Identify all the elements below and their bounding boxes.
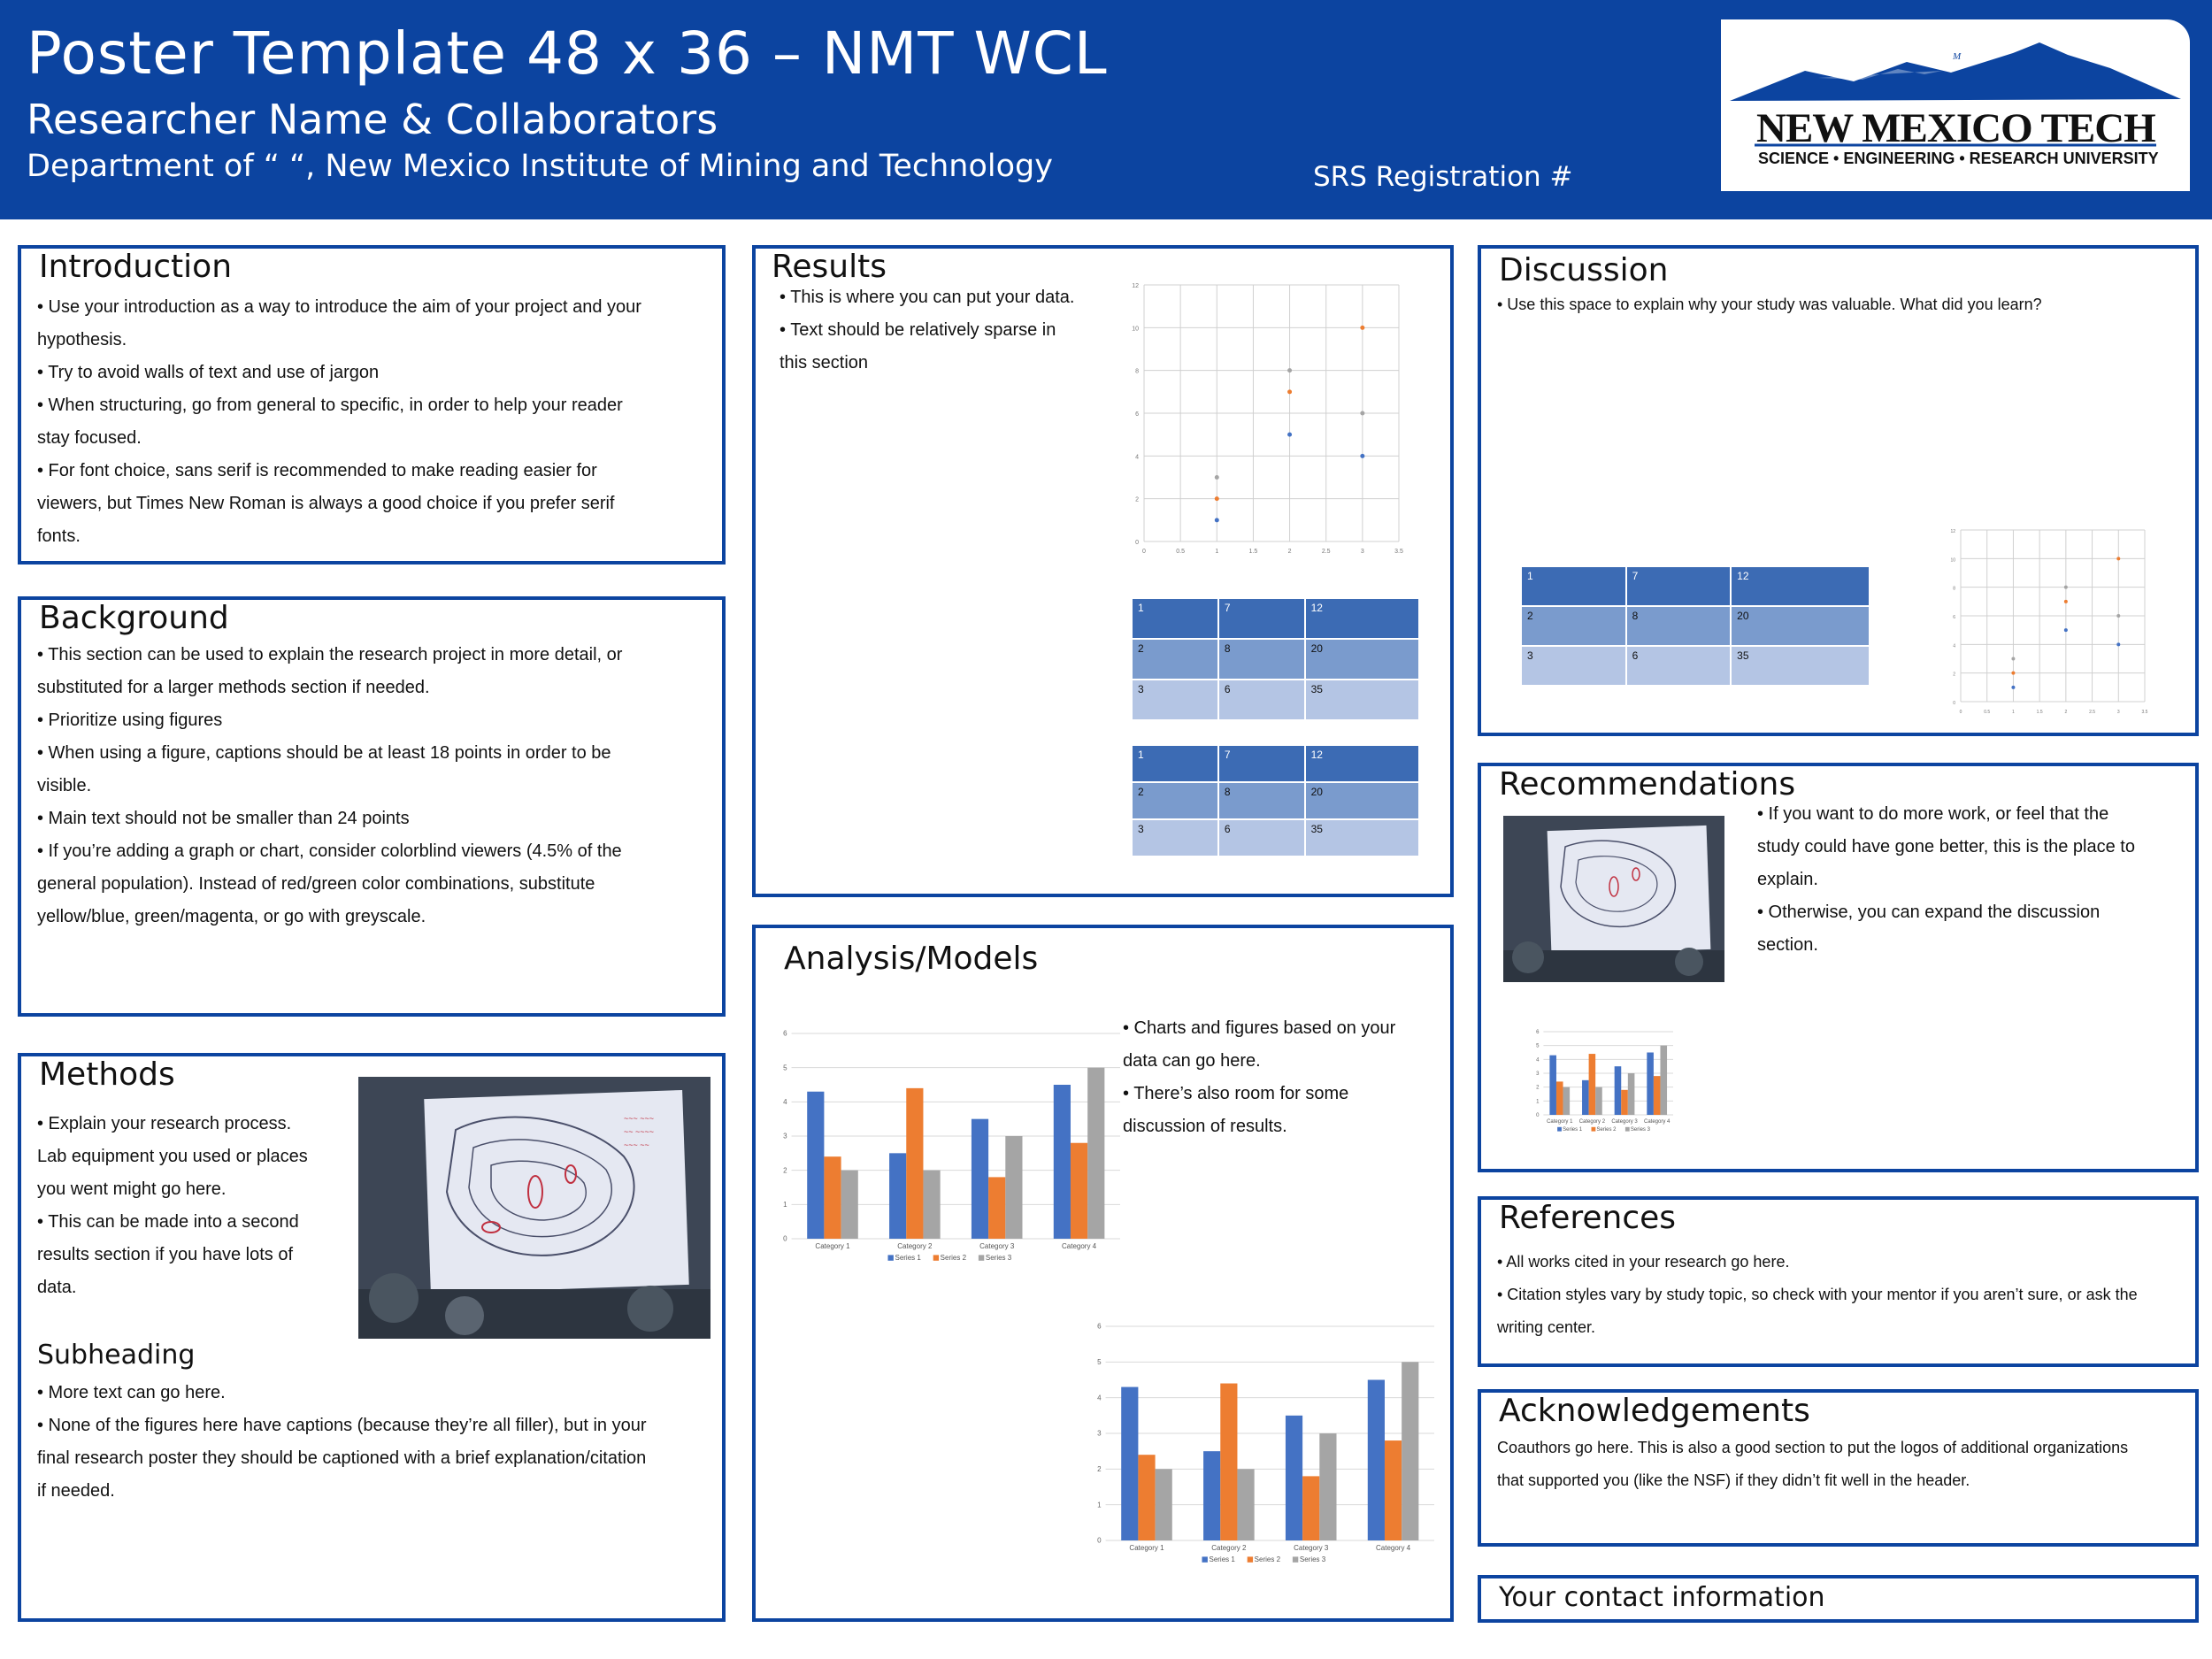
- x-tick-label: 3.5: [1394, 549, 1403, 555]
- scatter-point: [1287, 389, 1292, 394]
- table-row: [1132, 745, 1419, 782]
- table-cell: 6: [1218, 819, 1305, 856]
- text-line: • There’s also room for some: [1123, 1084, 1349, 1103]
- y-tick-label: 10: [1132, 326, 1139, 333]
- legend-label: Series 1: [895, 1254, 921, 1262]
- table-cell: 3: [1521, 646, 1626, 686]
- x-tick-label: 0.5: [1176, 549, 1186, 555]
- y-tick-label: 0: [1135, 540, 1139, 546]
- table-row: [1521, 566, 1870, 606]
- bar: [841, 1171, 858, 1239]
- bar: [1628, 1073, 1635, 1115]
- scatter-point: [2064, 628, 2068, 632]
- scatter-point: [1215, 475, 1219, 480]
- analysis-title: Analysis/Models: [784, 941, 1039, 977]
- contact-title: Your contact information: [1499, 1582, 1825, 1613]
- bar: [988, 1177, 1005, 1239]
- discussion-table: [1520, 565, 1870, 687]
- x-tick-label: 2: [2064, 710, 2068, 715]
- y-tick-label: 2: [1536, 1085, 1540, 1091]
- bar: [1220, 1384, 1237, 1540]
- results-table-2: [1131, 744, 1420, 857]
- recommendations-bar-chart: [1530, 1023, 1680, 1147]
- table-cell: 1: [1132, 745, 1218, 782]
- background-panel: [18, 596, 726, 1017]
- analysis-body: [1123, 1012, 1450, 1143]
- table-cell: 8: [1626, 606, 1732, 646]
- text-line: • This is where you can put your data.: [780, 288, 1075, 307]
- text-line: Lab equipment you used or places: [37, 1147, 308, 1166]
- bar: [1647, 1053, 1654, 1116]
- y-tick-label: 5: [1097, 1358, 1102, 1366]
- bar: [1621, 1090, 1628, 1115]
- x-tick-label: 0: [1142, 549, 1146, 555]
- category-label: Category 4: [1643, 1119, 1671, 1125]
- bar: [1660, 1046, 1667, 1115]
- recommendations-title: Recommendations: [1499, 766, 1796, 803]
- legend-swatch: [1202, 1556, 1207, 1562]
- table-cell: 2: [1521, 606, 1626, 646]
- bar: [1138, 1455, 1155, 1540]
- bar-chart: [1530, 1023, 1680, 1147]
- bar: [1319, 1433, 1336, 1540]
- table-row: [1521, 606, 1870, 646]
- results-scatter-chart: [1123, 278, 1406, 559]
- category-label: Category 3: [1294, 1544, 1329, 1552]
- table-cell: 20: [1731, 606, 1870, 646]
- text-line: that supported you (like the NSF) if they didn’t fit well in the header.: [1497, 1471, 1970, 1489]
- poster-title: Poster Template 48 x 36 – NMT WCL: [27, 19, 1108, 88]
- y-tick-label: 10: [1950, 557, 1955, 564]
- bar-chart: [1087, 1317, 1441, 1583]
- table-cell: 3: [1132, 680, 1218, 720]
- text-line: • This section can be used to explain the research project in more detail, or: [37, 645, 623, 664]
- bar: [1595, 1087, 1602, 1115]
- y-tick-label: 8: [1953, 586, 1955, 592]
- poster-header: [0, 0, 2212, 219]
- y-tick-label: 1: [1536, 1099, 1540, 1105]
- chart-legend: [1557, 1127, 1650, 1133]
- background-body: [37, 639, 718, 933]
- table-cell: 7: [1626, 566, 1732, 606]
- table-cell: 20: [1305, 639, 1419, 680]
- introduction-panel: [18, 245, 726, 565]
- text-line: • If you’re adding a graph or chart, consider colorblind viewers (4.5% of the: [37, 841, 622, 861]
- introduction-body: [37, 291, 718, 553]
- table-cell: 1: [1521, 566, 1626, 606]
- bar: [1121, 1387, 1138, 1540]
- text-line: you went might go here.: [37, 1179, 227, 1199]
- text-line: discussion of results.: [1123, 1117, 1287, 1136]
- table-cell: 2: [1132, 639, 1218, 680]
- logo-wordmark: NEW MEXICO TECH: [1756, 105, 2155, 151]
- text-line: • When structuring, go from general to specific, in order to help your reader: [37, 396, 623, 415]
- table-cell: 35: [1731, 646, 1870, 686]
- chart-legend: [1202, 1555, 1325, 1563]
- svg-text:~~ ~~~~: ~~ ~~~~: [624, 1127, 655, 1136]
- acknowledgements-title: Acknowledgements: [1499, 1393, 1810, 1429]
- legend-label: Series 3: [985, 1254, 1012, 1262]
- discussion-panel: [1478, 245, 2199, 736]
- text-line: • This can be made into a second: [37, 1212, 299, 1232]
- y-tick-label: 0: [1953, 701, 1955, 706]
- x-tick-label: 2.5: [1321, 549, 1331, 555]
- y-tick-label: 3: [783, 1132, 787, 1141]
- bar: [906, 1088, 923, 1239]
- category-label: Category 4: [1062, 1242, 1097, 1250]
- text-line: • None of the figures here have captions (because they’re all filler), but in your: [37, 1416, 647, 1435]
- y-tick-label: 6: [1536, 1030, 1540, 1035]
- text-line: • Try to avoid walls of text and use of jargon: [37, 363, 380, 382]
- results-body: [780, 281, 1116, 380]
- y-tick-label: 0: [1536, 1113, 1540, 1118]
- y-tick-label: 4: [1536, 1057, 1540, 1064]
- legend-label: Series 1: [1209, 1555, 1235, 1563]
- bar: [1402, 1362, 1418, 1540]
- category-label: Category 2: [1578, 1119, 1606, 1125]
- x-tick-label: 0: [1959, 710, 1962, 715]
- bar: [1654, 1076, 1661, 1115]
- table-row: [1132, 819, 1419, 856]
- x-tick-label: 1.5: [2036, 710, 2043, 715]
- table-row: [1132, 639, 1419, 680]
- scatter-point: [1360, 454, 1364, 458]
- text-line: if needed.: [37, 1481, 115, 1501]
- recommendations-photo: [1503, 816, 1724, 982]
- bar-chart: [773, 1025, 1127, 1281]
- legend-label: Series 2: [940, 1254, 967, 1262]
- bar: [824, 1156, 841, 1239]
- table-row: [1132, 680, 1419, 720]
- bar: [1054, 1085, 1071, 1239]
- text-line: • If you want to do more work, or feel that the: [1757, 804, 2109, 824]
- y-tick-label: 6: [1953, 615, 1955, 620]
- table-cell: 12: [1305, 745, 1419, 782]
- category-label: Category 4: [1376, 1544, 1411, 1552]
- bar: [1615, 1066, 1622, 1115]
- scatter-point: [1360, 326, 1364, 330]
- y-tick-label: 4: [783, 1098, 787, 1106]
- bar: [889, 1153, 906, 1239]
- table-cell: 7: [1218, 745, 1305, 782]
- table-cell: 7: [1218, 598, 1305, 639]
- bar: [1302, 1476, 1319, 1540]
- text-line: stay focused.: [37, 428, 142, 448]
- scatter-point: [2011, 686, 2015, 689]
- legend-swatch: [887, 1255, 893, 1260]
- legend-swatch: [1248, 1556, 1253, 1562]
- introduction-title: Introduction: [39, 249, 233, 285]
- table-cell: 35: [1305, 819, 1419, 856]
- x-tick-label: 2: [1287, 549, 1292, 555]
- legend-label: Series 2: [1254, 1555, 1281, 1563]
- table-cell: 6: [1626, 646, 1732, 686]
- text-line: • Use your introduction as a way to introduce the aim of your project and your: [37, 297, 641, 317]
- text-line: • When using a figure, captions should be at least 18 points in order to be: [37, 743, 611, 763]
- text-line: hypothesis.: [37, 330, 127, 349]
- analysis-bar-chart-2: [1087, 1317, 1441, 1583]
- svg-text:~~~ ~~: ~~~ ~~: [624, 1141, 649, 1149]
- bar: [1563, 1087, 1571, 1115]
- text-line: • Main text should not be smaller than 24 points: [37, 809, 410, 828]
- y-tick-label: 3: [1097, 1429, 1102, 1438]
- department-line: Department of “ “, New Mexico Institute of Mining and Technology: [27, 149, 1053, 184]
- table-cell: 12: [1305, 598, 1419, 639]
- table-row: [1521, 646, 1870, 686]
- y-tick-label: 5: [783, 1064, 787, 1072]
- contact-panel: [1478, 1575, 2199, 1623]
- category-label: Category 2: [1211, 1544, 1247, 1552]
- table-cell: 1: [1132, 598, 1218, 639]
- bar: [1087, 1068, 1104, 1239]
- scatter-plot: [1123, 278, 1406, 559]
- text-line: writing center.: [1497, 1318, 1596, 1336]
- bar: [1237, 1469, 1254, 1540]
- scatter-point: [1215, 518, 1219, 522]
- legend-label: Series 2: [1596, 1127, 1617, 1133]
- legend-swatch: [1625, 1127, 1630, 1132]
- recommendations-panel: [1478, 763, 2199, 1172]
- bar: [923, 1171, 940, 1239]
- text-line: • Explain your research process.: [37, 1114, 292, 1133]
- references-body: [1497, 1246, 2196, 1344]
- table-cell: 8: [1218, 782, 1305, 819]
- text-line: fonts.: [37, 526, 81, 546]
- text-line: data can go here.: [1123, 1051, 1261, 1071]
- text-line: • Text should be relatively sparse in: [780, 320, 1056, 340]
- acknowledgements-panel: [1478, 1389, 2199, 1547]
- results-table-1: [1131, 597, 1420, 721]
- y-tick-label: 2: [1953, 672, 1955, 678]
- methods-sub-body: [37, 1377, 718, 1508]
- bar: [1368, 1380, 1385, 1541]
- category-label: Category 1: [1129, 1544, 1164, 1552]
- x-tick-label: 1: [1215, 549, 1219, 555]
- y-tick-label: 1: [783, 1201, 787, 1209]
- methods-panel: [18, 1053, 726, 1622]
- scatter-point: [2011, 657, 2015, 661]
- table-cell: 6: [1218, 680, 1305, 720]
- scatter-point: [2116, 614, 2120, 618]
- text-line: yellow/blue, green/magenta, or go with greyscale.: [37, 907, 426, 926]
- text-line: • All works cited in your research go here.: [1497, 1253, 1790, 1271]
- bar: [1203, 1451, 1220, 1540]
- y-tick-label: 0: [1097, 1536, 1102, 1545]
- results-panel: [752, 245, 1454, 897]
- logo-tagline: SCIENCE • ENGINEERING • RESEARCH UNIVERSITY: [1758, 150, 2159, 167]
- legend-swatch: [1592, 1127, 1596, 1132]
- table-row: [1132, 782, 1419, 819]
- methods-title: Methods: [39, 1056, 175, 1093]
- text-line: final research poster they should be captioned with a brief explanation/citation: [37, 1448, 647, 1468]
- legend-swatch: [933, 1255, 939, 1260]
- text-line: study could have gone better, this is the place to: [1757, 837, 2135, 856]
- table-cell: 20: [1305, 782, 1419, 819]
- text-line: • More text can go here.: [37, 1383, 226, 1402]
- text-line: this section: [780, 353, 869, 373]
- category-label: Category 1: [815, 1242, 850, 1250]
- x-tick-label: 0.5: [1984, 710, 1991, 715]
- bar: [1071, 1143, 1087, 1239]
- x-tick-label: 1: [2012, 710, 2015, 715]
- methods-subheading: Subheading: [37, 1340, 196, 1371]
- bar: [807, 1092, 824, 1239]
- y-tick-label: 3: [1536, 1071, 1540, 1077]
- bar: [1556, 1081, 1563, 1115]
- field-map-photo: [358, 1077, 710, 1339]
- y-tick-label: 4: [1953, 643, 1955, 649]
- text-line: • For font choice, sans serif is recommended to make reading easier for: [37, 461, 597, 480]
- discussion-body: [1497, 291, 2178, 318]
- y-tick-label: 1: [1097, 1501, 1102, 1509]
- legend-label: Series 1: [1563, 1127, 1583, 1133]
- y-tick-label: 0: [783, 1234, 787, 1243]
- text-line: section.: [1757, 935, 1818, 955]
- y-tick-label: 2: [1097, 1465, 1102, 1473]
- references-title: References: [1499, 1200, 1677, 1236]
- svg-text:~~~ ~~~: ~~~ ~~~: [624, 1114, 655, 1123]
- text-line: • Use this space to explain why your study was valuable. What did you learn?: [1497, 296, 2042, 313]
- y-tick-label: 5: [1536, 1043, 1540, 1049]
- x-tick-label: 2.5: [2089, 710, 2096, 715]
- category-label: Category 2: [897, 1242, 933, 1250]
- researcher-names: Researcher Name & Collaborators: [27, 96, 718, 143]
- table-cell: 8: [1218, 639, 1305, 680]
- bar: [1156, 1469, 1172, 1540]
- scatter-point: [1215, 496, 1219, 501]
- background-title: Background: [39, 600, 229, 636]
- bar: [1549, 1056, 1556, 1115]
- x-tick-label: 3.5: [2141, 710, 2148, 715]
- category-label: Category 3: [1611, 1119, 1638, 1125]
- text-line: results section if you have lots of: [37, 1245, 294, 1264]
- legend-swatch: [1293, 1556, 1298, 1562]
- scatter-point: [1287, 433, 1292, 437]
- bar: [1286, 1416, 1302, 1540]
- x-tick-label: 3: [2116, 710, 2120, 715]
- logo-mark: M: [1953, 51, 1962, 62]
- bar: [972, 1119, 988, 1239]
- y-tick-label: 6: [1135, 411, 1139, 418]
- text-line: • Citation styles vary by study topic, so check with your mentor if you aren’t sure, or ask the: [1497, 1286, 2138, 1303]
- x-tick-label: 3: [1360, 549, 1364, 555]
- scatter-point: [2064, 600, 2068, 603]
- discussion-scatter-chart: [1939, 523, 2152, 719]
- scatter-plot: [1939, 523, 2152, 719]
- y-tick-label: 4: [1135, 454, 1139, 461]
- scatter-point: [2116, 642, 2120, 646]
- legend-label: Series 3: [1299, 1555, 1326, 1563]
- text-line: explain.: [1757, 870, 1818, 889]
- text-line: • Charts and figures based on your: [1123, 1018, 1396, 1038]
- scatter-point: [2116, 557, 2120, 560]
- nmt-logo: [1721, 19, 2190, 191]
- category-label: Category 1: [1547, 1119, 1573, 1125]
- text-line: substituted for a larger methods section if needed.: [37, 678, 430, 697]
- text-line: general population). Instead of red/green color combinations, substitute: [37, 874, 595, 894]
- y-tick-label: 8: [1135, 368, 1139, 375]
- bar: [1005, 1136, 1022, 1239]
- x-tick-label: 1.5: [1248, 549, 1258, 555]
- discussion-title: Discussion: [1499, 252, 1669, 288]
- results-title: Results: [772, 249, 887, 285]
- y-tick-label: 4: [1097, 1394, 1102, 1402]
- y-tick-label: 12: [1132, 283, 1139, 289]
- table-row: [1132, 598, 1419, 639]
- references-panel: [1478, 1196, 2199, 1367]
- table-cell: 12: [1731, 566, 1870, 606]
- scatter-point: [1360, 411, 1364, 416]
- y-tick-label: 12: [1950, 529, 1955, 534]
- table-cell: 3: [1132, 819, 1218, 856]
- bar: [1589, 1054, 1596, 1115]
- table-cell: 2: [1132, 782, 1218, 819]
- y-tick-label: 2: [1135, 496, 1139, 503]
- legend-label: Series 3: [1630, 1127, 1650, 1133]
- text-line: Coauthors go here. This is also a good section to put the logos of additional organizations: [1497, 1439, 2129, 1456]
- methods-body: [37, 1108, 356, 1304]
- analysis-bar-chart-1: [773, 1025, 1127, 1281]
- recommendations-body: [1757, 798, 2182, 962]
- legend-swatch: [979, 1255, 984, 1260]
- scatter-point: [2064, 586, 2068, 589]
- bar: [1582, 1080, 1589, 1115]
- category-label: Category 3: [979, 1242, 1015, 1250]
- bar: [1385, 1440, 1402, 1540]
- analysis-panel: [752, 925, 1454, 1622]
- text-line: • Otherwise, you can expand the discussion: [1757, 902, 2101, 922]
- acknowledgements-body: [1497, 1432, 2196, 1497]
- scatter-point: [1287, 368, 1292, 373]
- legend-swatch: [1557, 1127, 1562, 1132]
- text-line: data.: [37, 1278, 77, 1297]
- scatter-point: [2011, 672, 2015, 675]
- y-tick-label: 6: [783, 1029, 787, 1038]
- table-cell: 35: [1305, 680, 1419, 720]
- text-line: viewers, but Times New Roman is always a good choice if you prefer serif: [37, 494, 615, 513]
- text-line: visible.: [37, 776, 92, 795]
- text-line: • Prioritize using figures: [37, 710, 223, 730]
- chart-legend: [887, 1254, 1011, 1262]
- y-tick-label: 6: [1097, 1322, 1102, 1331]
- srs-registration: SRS Registration #: [1313, 161, 1573, 193]
- y-tick-label: 2: [783, 1166, 787, 1175]
